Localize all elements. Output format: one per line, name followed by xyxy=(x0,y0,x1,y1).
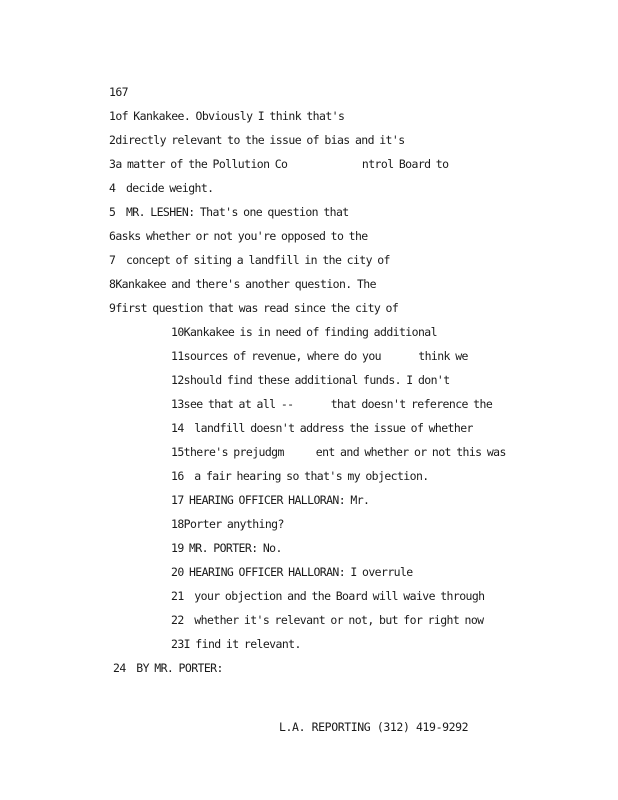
transcript-line: 24 BY MR. PORTER: xyxy=(113,661,223,675)
transcript-line: 17 HEARING OFFICER HALLORAN: Mr. xyxy=(171,493,370,507)
transcript-line: 22 whether it's relevant or not, but for right now xyxy=(171,613,484,627)
transcript-line: 12should find these additional funds. I don't xyxy=(171,373,450,387)
transcript-line: 20 HEARING OFFICER HALLORAN: I overrule xyxy=(171,565,413,579)
transcript-line: 15there's prejudgm ent and whether or not this was xyxy=(171,445,506,459)
transcript-line: 9first question that was read since the city of xyxy=(109,301,399,315)
transcript-line: 6asks whether or not you're opposed to the xyxy=(109,229,368,243)
transcript-line: 16 a fair hearing so that's my objection. xyxy=(171,469,429,483)
transcript-line: 23I find it relevant. xyxy=(171,637,301,651)
transcript-line: 19 MR. PORTER: No. xyxy=(171,541,282,555)
transcript-line: 2directly relevant to the issue of bias and it's xyxy=(109,133,405,147)
reporter-footer: L.A. REPORTING (312) 419-9292 xyxy=(279,720,469,734)
transcript-line: 3a matter of the Pollution Co ntrol Board to xyxy=(109,157,449,171)
transcript-line: 7 concept of siting a landfill in the city of xyxy=(109,253,390,267)
transcript-line: 21 your objection and the Board will waive through xyxy=(171,589,485,603)
transcript-line: 11sources of revenue, where do you think we xyxy=(171,349,468,363)
transcript-line: 10Kankakee is in need of finding additional xyxy=(171,325,437,339)
transcript-line: 14 landfill doesn't address the issue of whether xyxy=(171,421,473,435)
transcript-line: 1of Kankakee. Obviously I think that's xyxy=(109,109,345,123)
transcript-line: 4 decide weight. xyxy=(109,181,214,195)
transcript-line: 5 MR. LESHEN: That's one question that xyxy=(109,205,349,219)
transcript-line: 8Kankakee and there's another question. The xyxy=(109,277,376,291)
transcript-line: 18Porter anything? xyxy=(171,517,284,531)
transcript-line: 13see that at all -- that doesn't reference the xyxy=(171,397,493,411)
page-number: 167 xyxy=(109,85,128,99)
